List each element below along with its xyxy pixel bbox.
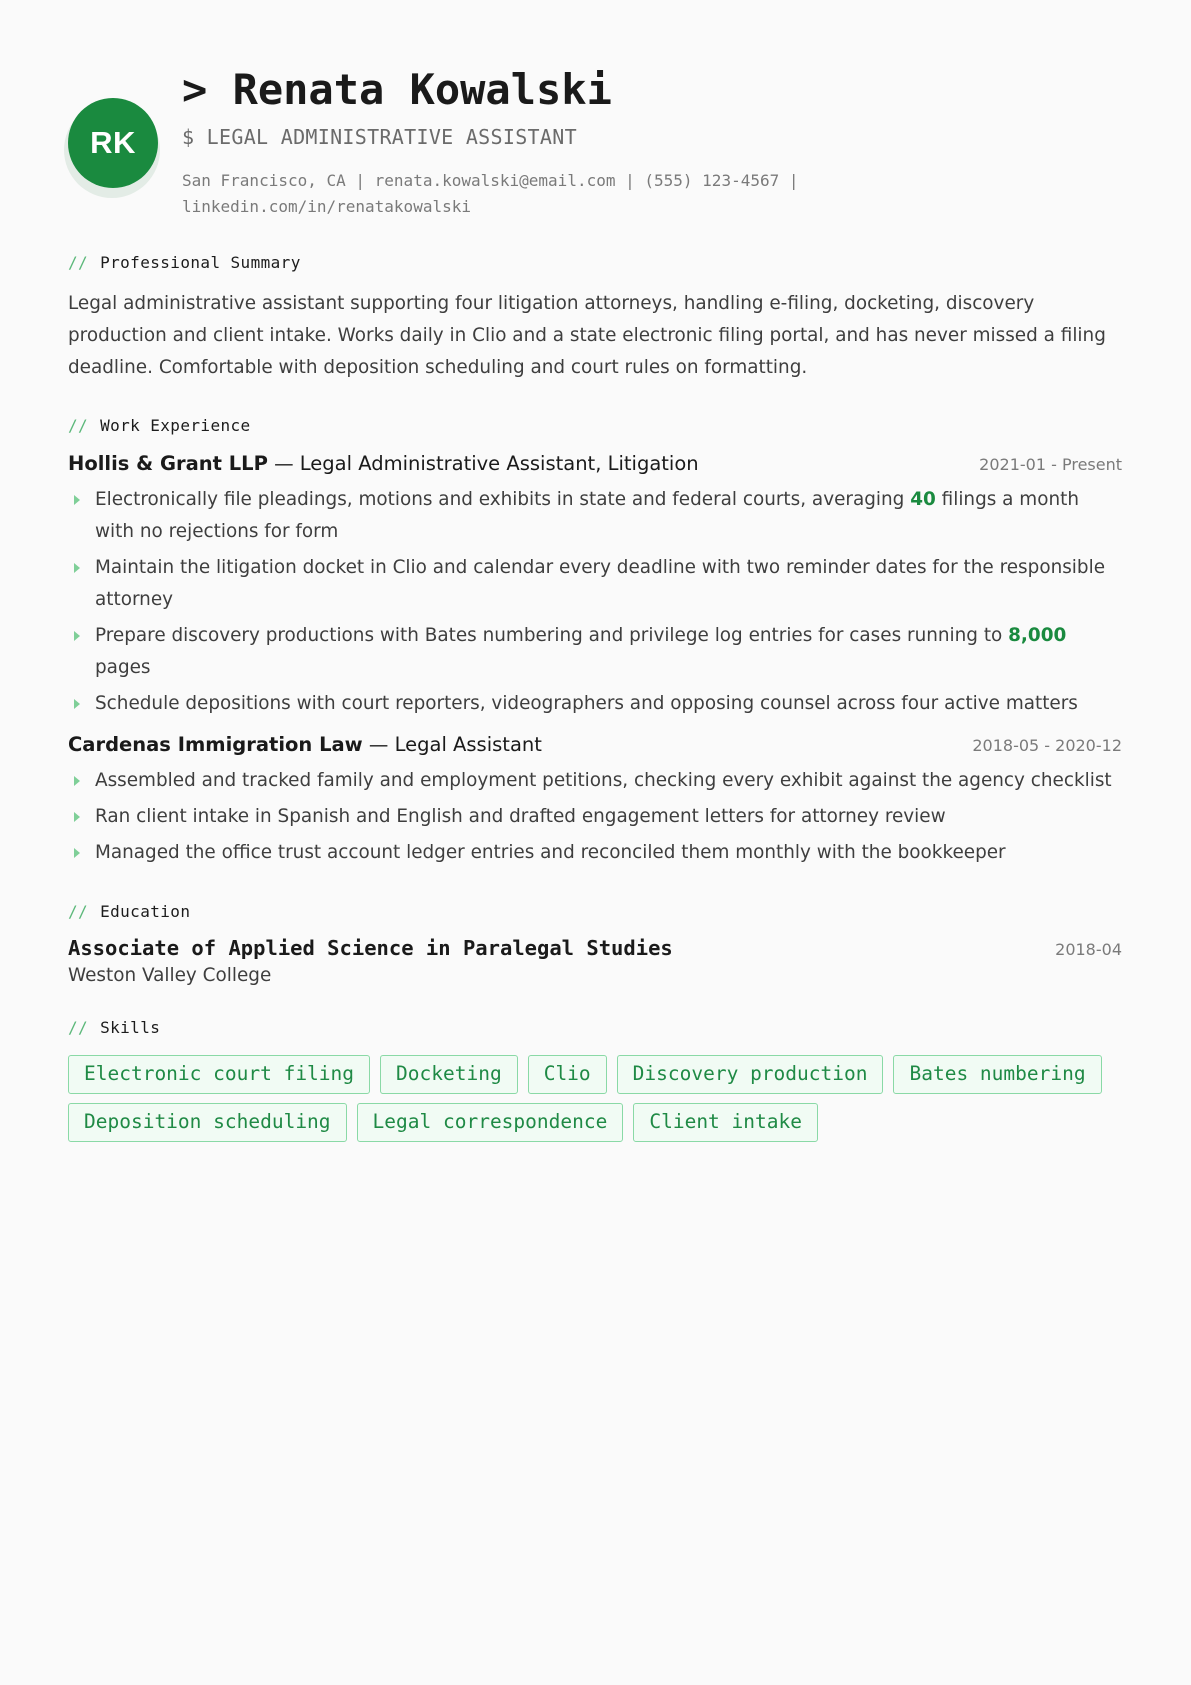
bullet-text: Ran client intake in Spanish and English and drafted engagement letters for attorney review <box>95 806 946 827</box>
list-item <box>68 620 1122 684</box>
job-header <box>68 449 1122 480</box>
job-dates: 2021-01 - Present <box>979 455 1122 474</box>
skill-tag: Discovery production <box>617 1055 884 1094</box>
education-section <box>68 901 1122 989</box>
degree-date: 2018-04 <box>1055 940 1122 959</box>
list-item <box>68 688 1122 720</box>
avatar: RK <box>68 98 158 188</box>
job-header <box>68 730 1122 761</box>
bullet-arrow-icon <box>74 699 80 709</box>
contact-line: San Francisco, CA | renata.kowalski@email.com | (555) 123-4567 | linkedin.com/in/renatakowalski <box>182 171 799 216</box>
bullet-arrow-icon <box>74 495 80 505</box>
list-item <box>68 765 1122 797</box>
experience-section <box>68 415 1122 869</box>
job-title: $ LEGAL ADMINISTRATIVE ASSISTANT <box>182 125 577 149</box>
degree-name: Associate of Applied Science in Paralegal Studies <box>68 936 673 960</box>
skill-tag: Clio <box>528 1055 607 1094</box>
skill-tag: Electronic court filing <box>68 1055 370 1094</box>
bullet-text: Schedule depositions with court reporters, videographers and opposing counsel across four active matters <box>95 693 1078 714</box>
job-role-line <box>68 730 542 760</box>
school-name: Weston Valley College <box>68 965 272 986</box>
company-name: Hollis & Grant LLP <box>68 452 268 475</box>
section-title: Education <box>100 902 191 921</box>
section-marker: // <box>68 416 89 435</box>
bullet-text: Assembled and tracked family and employment petitions, checking every exhibit against the agency checklist <box>95 770 1112 791</box>
job-role-line <box>68 449 699 479</box>
section-title: Skills <box>100 1018 161 1037</box>
bullet-arrow-icon <box>74 776 80 786</box>
job-bullets <box>68 484 1122 720</box>
education-heading <box>68 901 1122 923</box>
bullet-arrow-icon <box>74 631 80 641</box>
resume-page <box>68 0 1122 1151</box>
experience-heading <box>68 415 1122 437</box>
skills-list <box>68 1055 1128 1151</box>
bullet-arrow-icon <box>74 812 80 822</box>
job-bullets <box>68 765 1122 869</box>
section-marker: // <box>68 253 89 272</box>
job-position: — Legal Administrative Assistant, Litigation <box>267 452 699 475</box>
list-item <box>68 801 1122 833</box>
bullet-text: Maintain the litigation docket in Clio and calendar every deadline with two reminder dates for the responsible attorney <box>95 557 1106 610</box>
job-dates: 2018-05 - 2020-12 <box>972 736 1122 755</box>
job-entry <box>68 449 1122 720</box>
summary-heading <box>68 252 1122 274</box>
bullet-text: Prepare discovery productions with Bates numbering and privilege log entries for cases running to <box>95 625 1009 646</box>
skill-tag: Bates numbering <box>893 1055 1101 1094</box>
resume-header <box>68 0 1122 232</box>
bullet-arrow-icon <box>74 563 80 573</box>
list-item <box>68 552 1122 616</box>
company-name: Cardenas Immigration Law <box>68 733 363 756</box>
section-title: Professional Summary <box>100 253 301 272</box>
bullet-arrow-icon <box>74 848 80 858</box>
skill-tag: Client intake <box>633 1103 818 1142</box>
skill-tag: Legal correspondence <box>357 1103 624 1142</box>
highlight-number: 8,000 <box>1008 625 1067 646</box>
section-title: Work Experience <box>100 416 251 435</box>
skills-section <box>68 1017 1122 1151</box>
skill-tag: Docketing <box>380 1055 518 1094</box>
list-item <box>68 837 1122 869</box>
skill-tag: Deposition scheduling <box>68 1103 347 1142</box>
skills-heading <box>68 1017 1122 1039</box>
bullet-text: Managed the office trust account ledger entries and reconciled them monthly with the bookkeeper <box>95 842 1006 863</box>
section-marker: // <box>68 902 89 921</box>
highlight-number: 40 <box>910 489 936 510</box>
job-entry <box>68 730 1122 869</box>
list-item <box>68 484 1122 548</box>
candidate-name: > Renata Kowalski <box>182 65 612 114</box>
summary-section <box>68 252 1122 384</box>
bullet-text: pages <box>95 657 151 678</box>
summary-text: Legal administrative assistant supporting four litigation attorneys, handling e-filing, docketing, discovery production and client intake. Works daily in Clio and a state electronic filing portal, and has never missed a filing deadline. Comfortable with deposition scheduling and court rules on formatting. <box>68 293 1106 378</box>
degree-row <box>68 933 1122 963</box>
bullet-text: Electronically file pleadings, motions and exhibits in state and federal courts, averaging <box>95 489 911 510</box>
section-marker: // <box>68 1018 89 1037</box>
bullet-text: filings a month with no rejections for form <box>95 489 1079 542</box>
avatar-container <box>68 98 162 192</box>
job-position: — Legal Assistant <box>362 733 542 756</box>
